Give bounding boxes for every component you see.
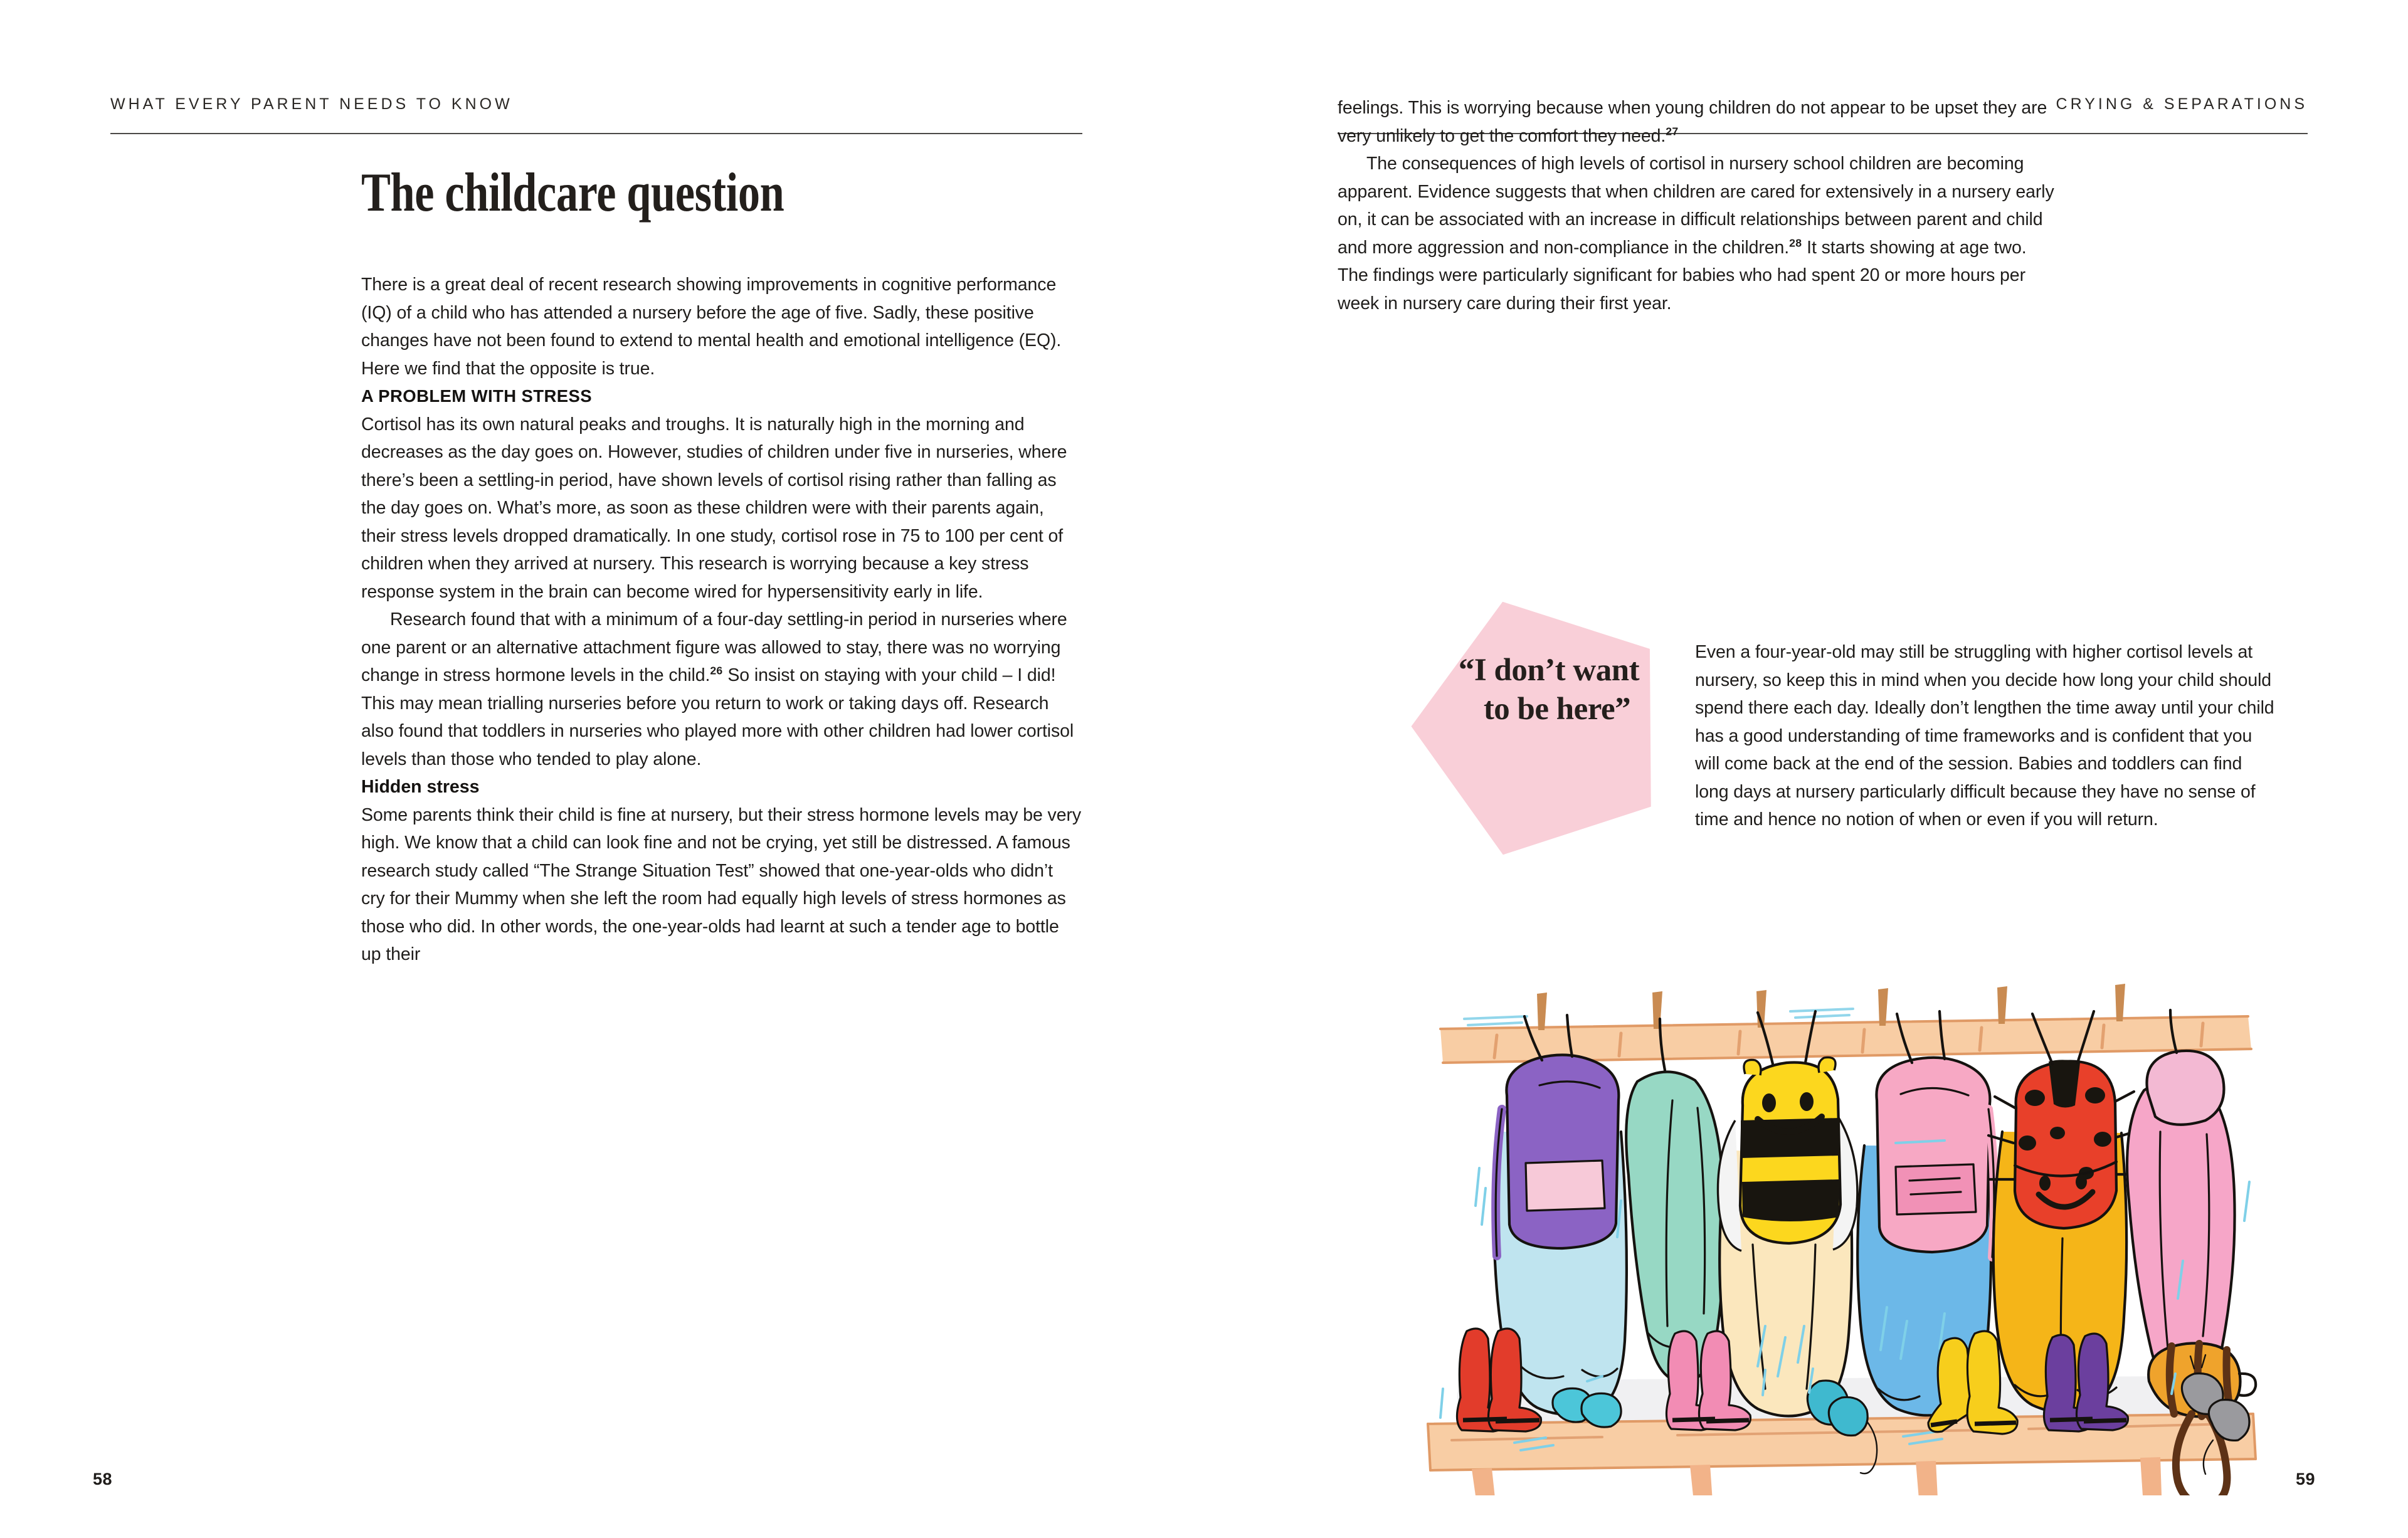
page-title: The childcare question (361, 162, 784, 223)
mint-green-coat (1617, 1019, 1724, 1382)
section-heading-hidden-stress: Hidden stress (361, 777, 480, 797)
page-number-right: 59 (2295, 1470, 2315, 1488)
right-column-body (1338, 94, 2060, 317)
pink-coat (2127, 1010, 2249, 1393)
right-paragraph-2-text-after-note: It starts showing at age two. The findings were particularly significant for babies who had spent 20 or more hours per week in nursery care during their first year. (1338, 237, 2027, 313)
left-column-body (361, 271, 1081, 969)
section1-paragraph-2-text-before-note: Research found that with a minimum of a four-day settling-in period in nurseries where one parent or an alternative attachment figure was allowed to stay, there was no worrying change in stress hormone levels in the child. (361, 609, 1067, 685)
pull-quote-callout (1405, 589, 1693, 859)
right-paragraph-2 (1338, 150, 2060, 317)
header-rule-left (110, 133, 1082, 134)
continued-paragraph-text: feelings. This is worrying because when young children do not appear to be upset they are very unlikely to get the comfort they need. (1338, 98, 2047, 146)
section-heading-a-problem-with-stress: A PROBLEM WITH STRESS (361, 386, 592, 406)
coat-rail (1440, 984, 2251, 1063)
section1-paragraph-2-text-after-note: So insist on staying with your child – I did! This may mean trialling nurseries before you return to work or taking days off. Research also found that toddlers in nurseries who played more with other children had lower cortisol levels than those who tended to play alone. (361, 665, 1074, 769)
footnote-ref-28: 28 (1789, 236, 1802, 249)
section1-paragraph-1: Cortisol has its own natural peaks and troughs. It is naturally high in the morning and decreases as the day goes on. However, studies of children under five in nurseries, where there’s been a settling-in period, have shown levels of cortisol rising rather than falling as the day goes on. What’s more, as soon as these children were with their parents again, their stress levels dropped dramatically. In one study, cortisol rose in 75 to 100 per cent of children when they arrived at nursery. This research is worrying because a key stress response system in the brain can become wired for hypersensitivity early in life. (361, 414, 1067, 602)
intro-paragraph: There is a great deal of recent research showing improvements in cognitive performance (IQ) of a child who has attended a nursery before the age of five. Sadly, these positive changes have not been found to extend to mental health and emotional intelligence (EQ). Here we find that the opposite is true. (361, 275, 1062, 379)
right-paragraph-2-text-before-note: The consequences of high levels of cortisol in nursery school children are becoming apparent. Evidence suggests that when children are cared for extensively in a nursery early on, it can be associated with an increase in difficult relationships between parent and child and more aggression and non-compliance in the children. (1338, 154, 2054, 258)
footnote-ref-27: 27 (1666, 125, 1679, 137)
section2-paragraph-1: Some parents think their child is fine at nursery, but their stress hormone levels may be very high. We know that a child can look fine and not be crying, yet still be distressed. A famous research study called “The Strange Situation Test” showed that one-year-olds who didn’t cry for their Mummy when she left the room had equally high levels of stress hormones as those who did. In other words, the one-year-olds had learnt at such a tender age to bottle up their (361, 804, 1081, 964)
continued-paragraph (1338, 94, 2060, 150)
pull-quote-line-2: to be here” (1483, 692, 1631, 727)
pull-quote-text (1405, 651, 1693, 729)
running-head-right: CRYING & SEPARATIONS (2056, 95, 2308, 113)
running-head-left: WHAT EVERY PARENT NEEDS TO KNOW (110, 95, 513, 113)
page-number-left: 58 (93, 1470, 113, 1488)
section1-paragraph-2 (361, 606, 1081, 773)
sidenote-text: Even a four-year-old may still be struggling with higher cortisol levels at nursery, so keep this in mind when you decide how long your child should spend there each day. Ideally don’t lengthen the time away until your child has a good understanding of time frameworks and is confident that you will come back at the end of the session. Babies and toddlers can find long days at nursery particularly difficult because they have no sense of time and hence no notion of when or even if you will return. (1695, 642, 2274, 830)
footnote-ref-26: 26 (710, 664, 723, 677)
pull-quote-line-1: “I don’t want (1458, 653, 1640, 688)
cloakroom-illustration (1414, 975, 2292, 1495)
